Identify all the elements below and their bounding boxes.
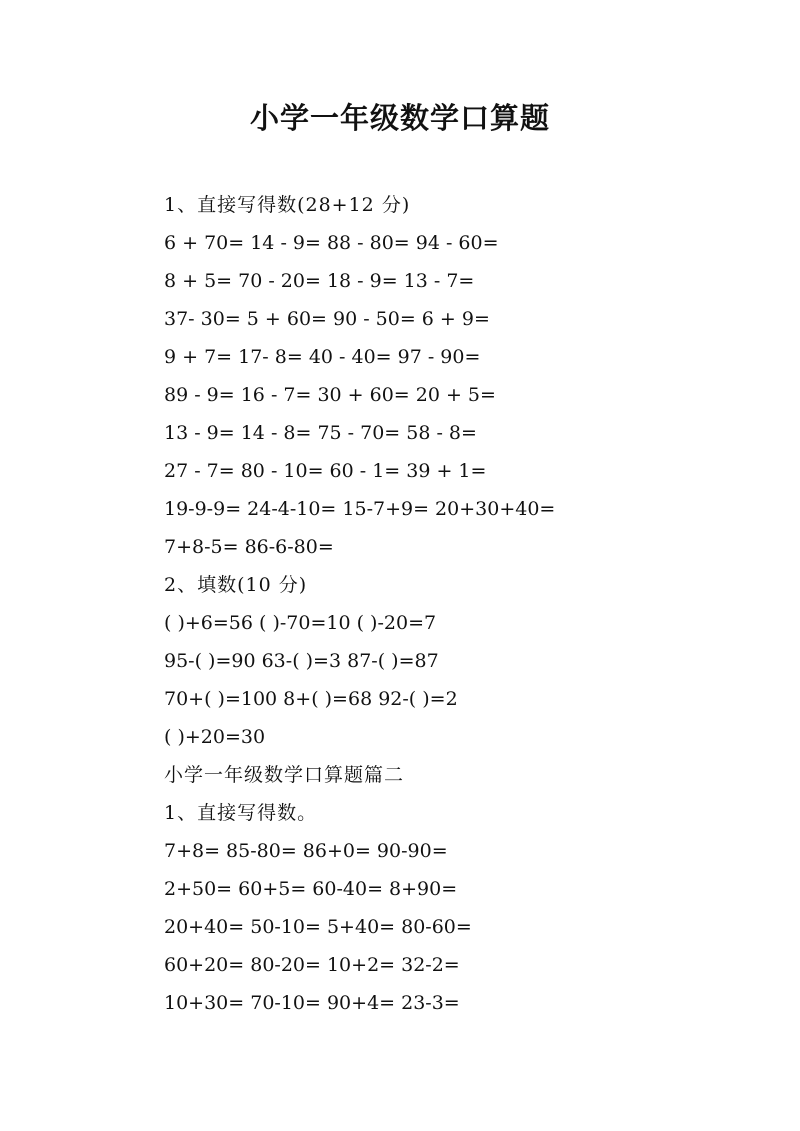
exercise-line: 13 - 9= 14 - 8= 75 - 70= 58 - 8= [164, 422, 477, 444]
exercise-line: 8 + 5= 70 - 20= 18 - 9= 13 - 7= [164, 270, 475, 292]
exercise-line: 20+40= 50-10= 5+40= 80-60= [164, 916, 472, 938]
exercise-line: 19-9-9= 24-4-10= 15-7+9= 20+30+40= [164, 498, 556, 520]
exercise-line: 10+30= 70-10= 90+4= 23-3= [164, 992, 460, 1014]
subsection-title: 小学一年级数学口算题篇二 [164, 764, 405, 786]
exercise-line: 95-( )=90 63-( )=3 87-( )=87 [164, 650, 439, 672]
exercise-line: 70+( )=100 8+( )=68 92-( )=2 [164, 688, 458, 710]
section-heading: 1、直接写得数。 [164, 802, 318, 824]
exercise-line: 6 + 70= 14 - 9= 88 - 80= 94 - 60= [164, 232, 499, 254]
document-title: 小学一年级数学口算题 [249, 101, 550, 135]
exercise-line: 37- 30= 5 + 60= 90 - 50= 6 + 9= [164, 308, 490, 330]
exercise-line: 60+20= 80-20= 10+2= 32-2= [164, 954, 460, 976]
exercise-line: 7+8= 85-80= 86+0= 90-90= [164, 840, 448, 862]
document-body [164, 186, 724, 1022]
section-heading: 2、填数(10 分) [164, 574, 308, 596]
section-heading: 1、直接写得数(28+12 分) [164, 194, 411, 216]
exercise-line: 2+50= 60+5= 60-40= 8+90= [164, 878, 458, 900]
exercise-line: 9 + 7= 17- 8= 40 - 40= 97 - 90= [164, 346, 481, 368]
exercise-line: ( )+6=56 ( )-70=10 ( )-20=7 [164, 612, 437, 634]
exercise-line: ( )+20=30 [164, 726, 266, 748]
exercise-line: 7+8-5= 86-6-80= [164, 536, 334, 558]
exercise-line: 27 - 7= 80 - 10= 60 - 1= 39 + 1= [164, 460, 487, 482]
exercise-line: 89 - 9= 16 - 7= 30 + 60= 20 + 5= [164, 384, 496, 406]
